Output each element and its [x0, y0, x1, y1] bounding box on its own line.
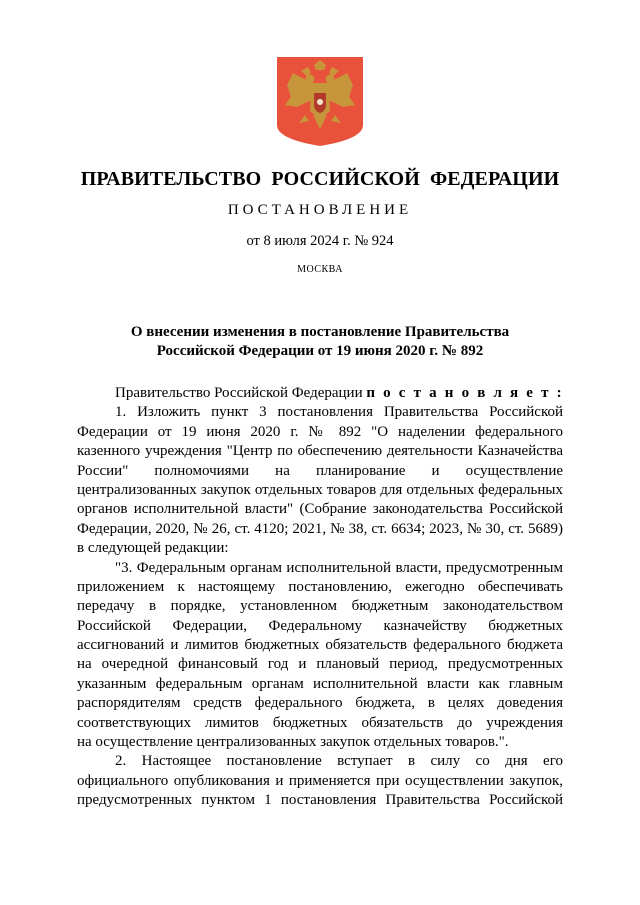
body-line: "3. Федеральным органам исполнительной власти, предусмотренным [115, 559, 563, 576]
body-line: предусмотренных пунктом 1 постановления Правительства Российской [77, 792, 563, 809]
body-line: казенного учреждения "Центр по обеспечению деятельности Казначейства [77, 443, 563, 460]
body-line: централизованных закупок отдельных товаров для отдельных федеральных [77, 481, 563, 498]
body-line: Федерации, 2020, № 26, ст. 4120; 2021, № 38, ст. 6634; 2023, № 30, ст. 5689) [77, 520, 563, 537]
subject-line: О внесении изменения в постановление Правительства [130, 324, 510, 340]
body-line: на осуществление централизованных закупок отдельных товаров.". [77, 734, 509, 751]
decree-word: п о с т а н о в л я е т : [366, 385, 564, 401]
body-line: распорядителям средств федерального бюджета, в целях доведения [77, 695, 563, 712]
body-line: России" полномочиями на планирование и осуществление [77, 462, 563, 479]
subject-line: Российской Федерации от 19 июня 2020 г. № 892 [156, 343, 484, 359]
body-line: на очередной финансовый год и плановый период, предусмотренных [77, 656, 563, 673]
body-line: в следующей редакции: [77, 540, 229, 557]
document-body [77, 384, 563, 811]
decree-intro [77, 384, 563, 403]
city-label: МОСКВА [297, 264, 343, 275]
body-line: передачу в порядке, установленном бюджетным законодательством [77, 598, 563, 615]
body-line: 1. Изложить пункт 3 постановления Правительства Российской [115, 404, 563, 421]
body-line: Федерации от 19 июня 2020 г. № 892 "О наделении федерального [77, 423, 563, 440]
body-line: соответствующих лимитов бюджетных обязательств до учреждения [77, 714, 563, 731]
document-type: ПОСТАНОВЛЕНИЕ [227, 202, 413, 218]
body-line: органов исполнительной власти" (Собрание законодательства Российской [77, 501, 563, 518]
body-line: приложением к настоящему постановлению, ежегодно обеспечивать [77, 578, 563, 595]
body-line: Российской Федерации, Федеральному казначейству бюджетных [77, 617, 563, 634]
body-line: официального опубликования и применяется при осуществлении закупок, [77, 772, 563, 789]
body-line: указанным федеральным органам исполнительной власти как главным [77, 675, 563, 692]
intro-text: Правительство Российской Федерации [115, 385, 367, 401]
coat-of-arms-icon [275, 55, 365, 147]
government-title: ПРАВИТЕЛЬСТВО РОССИЙСКОЙ ФЕДЕРАЦИИ [80, 168, 560, 190]
document-date-number: от 8 июля 2024 г. № 924 [246, 233, 394, 249]
body-line: ассигнований и лимитов бюджетных обязательств федерального бюджета [77, 637, 563, 654]
body-line: 2. Настоящее постановление вступает в силу со дня его [115, 753, 563, 770]
document-subject [0, 323, 640, 361]
